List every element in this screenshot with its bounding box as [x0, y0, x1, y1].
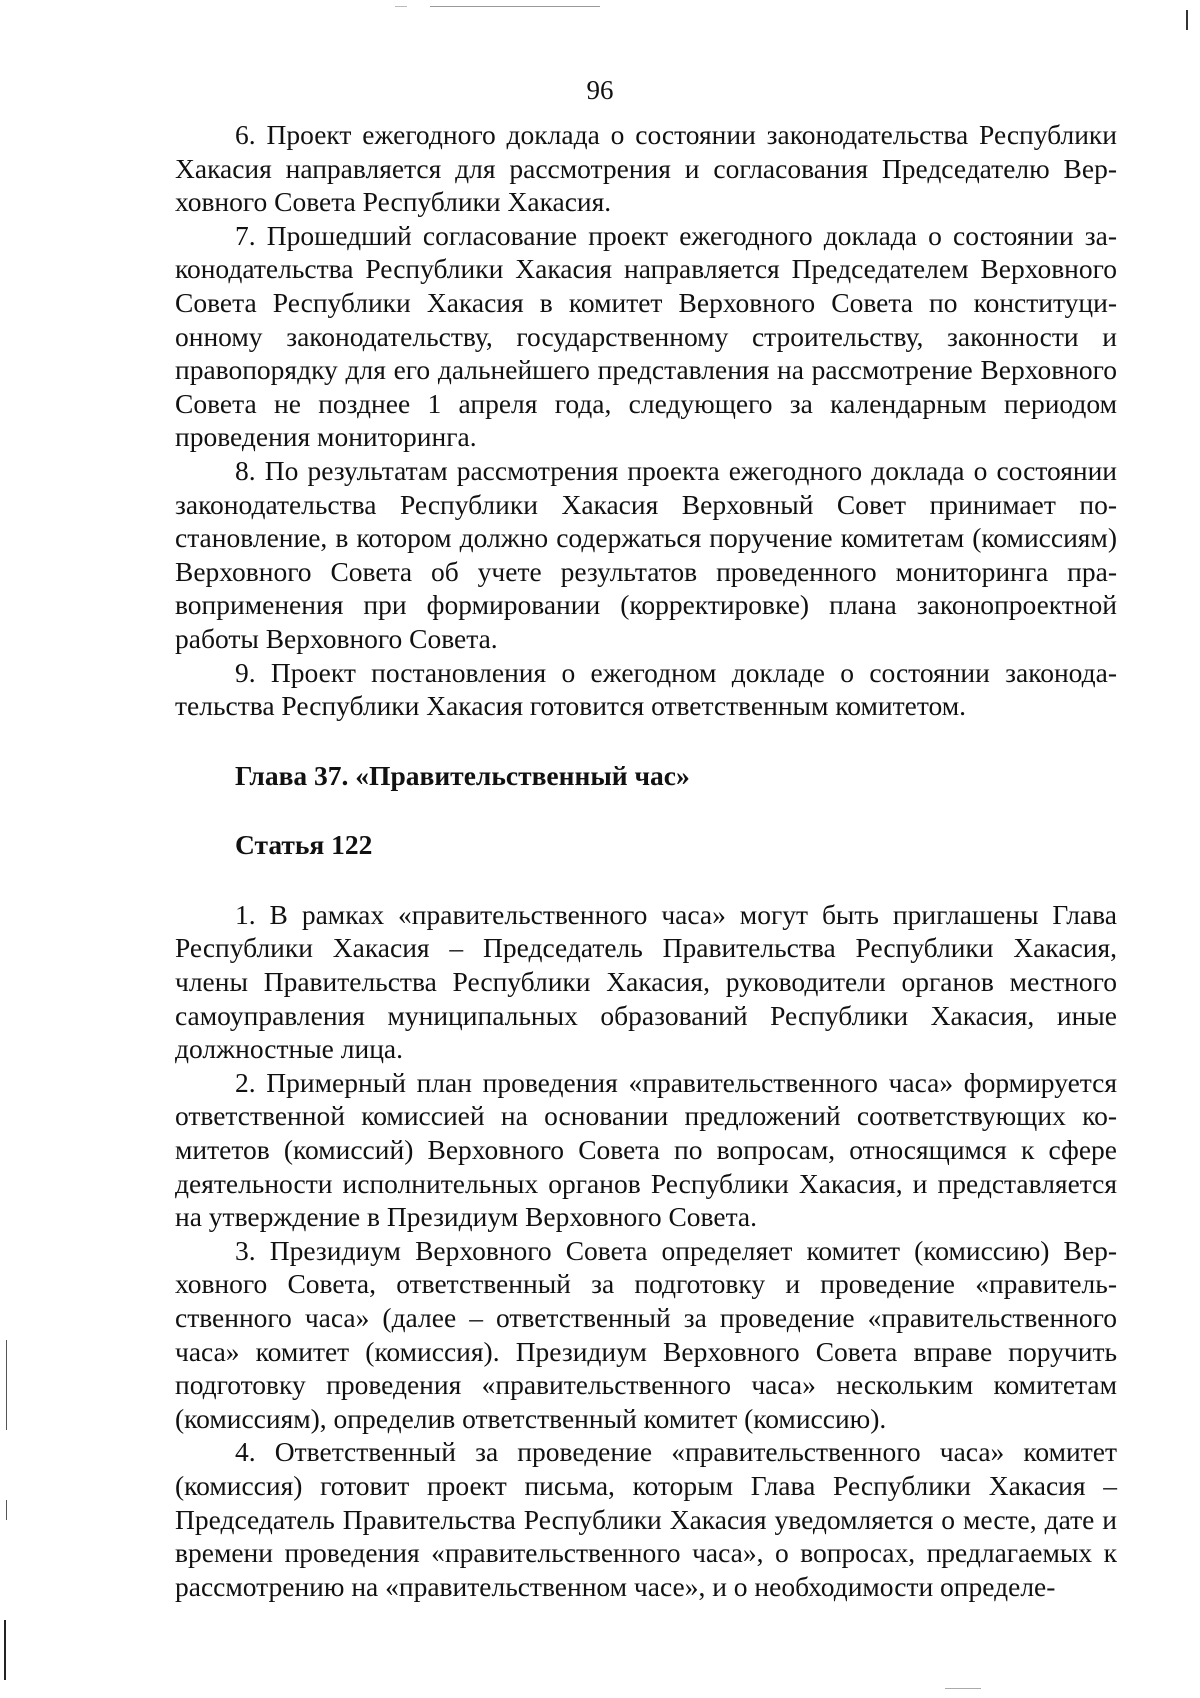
paragraph: 3. Президиум Верховного Совета определяет комитет (комиссию) Верховного Совета, ответственный за подготовку и проведение «правительственного часа» (далее – ответственный за проведение «правительственного часа» комитет (комиссия). Президиум Верховного Совета вправе поручить подготовку проведения «правительственного часа» нескольким комитетам (комиссиям), определив ответственный комитет (комиссию).	[175, 1234, 1117, 1434]
chapter-heading: Глава 37. «Правительственный час»	[235, 759, 690, 791]
paragraph: 8. По результатам рассмотрения проекта ежегодного доклада о состоянии законодательства Республики Хакасия Верховный Совет принимает постановление, в котором должно содержаться поручение комитетам (комиссиям) Верховного Совета об учете результатов проведенного мониторинга правоприменения при формировании (корректировке) плана законопроектной работы Верховного Совета.	[175, 454, 1117, 654]
document-body	[175, 118, 1117, 1603]
paragraph: 6. Проект ежегодного доклада о состоянии законодательства Республики Хакасия направляется для рассмотрения и согласования Председателю Верховного Совета Республики Хакасия.	[175, 119, 1117, 218]
scan-artifact-bottom	[945, 1688, 981, 1689]
scan-artifact-rule	[430, 6, 600, 7]
scan-artifact-dash	[395, 6, 407, 7]
scan-artifact-edge	[6, 1340, 7, 1430]
scan-artifact-mark	[1186, 10, 1188, 30]
article-heading: Статья 122	[235, 829, 373, 861]
scan-artifact-edge	[4, 1620, 6, 1680]
paragraph: 2. Примерный план проведения «правительственного часа» формируется ответственной комиссией на основании предложений соответствующих комитетов (комиссий) Верховного Совета по вопросам, относящимся к сфере деятельности исполнительных органов Республики Хакасия, и представляется на утверждение в Президиум Верховного Совета.	[175, 1066, 1117, 1233]
page-number: 96	[586, 75, 614, 105]
paragraph: 7. Прошедший согласование проект ежегодного доклада о состоянии законодательства Республики Хакасия направляется Председателем Верховного Совета Республики Хакасия в комитет Верховного Совета по конституционному законодательству, государственному строительству, законности и правопорядку для его дальнейшего представления на рассмотрение Верховного Совета не позднее 1 апреля года, следующего за календарным периодом проведения мониторинга.	[175, 219, 1117, 453]
scan-artifact-edge	[6, 1500, 7, 1520]
paragraph: 4. Ответственный за проведение «правительственного часа» комитет (комиссия) готовит проект письма, которым Глава Республики Хакасия – Председатель Правительства Республики Хакасия уведомляется о месте, дате и времени проведения «правительственного часа», о вопросах, предлагаемых к рассмотрению на «правительственном часе», и о необходимости определе-	[175, 1436, 1117, 1602]
paragraph: 1. В рамках «правительственного часа» могут быть приглашены Глава Республики Хакасия – Председатель Правительства Республики Хакасия, члены Правительства Республики Хакасия, руководители органов местного самоуправления муниципальных образований Республики Хакасия, иные должностные лица.	[175, 898, 1117, 1065]
paragraph: 9. Проект постановления о ежегодном докладе о состоянии законодательства Республики Хакасия готовится ответственным комитетом.	[175, 656, 1117, 722]
